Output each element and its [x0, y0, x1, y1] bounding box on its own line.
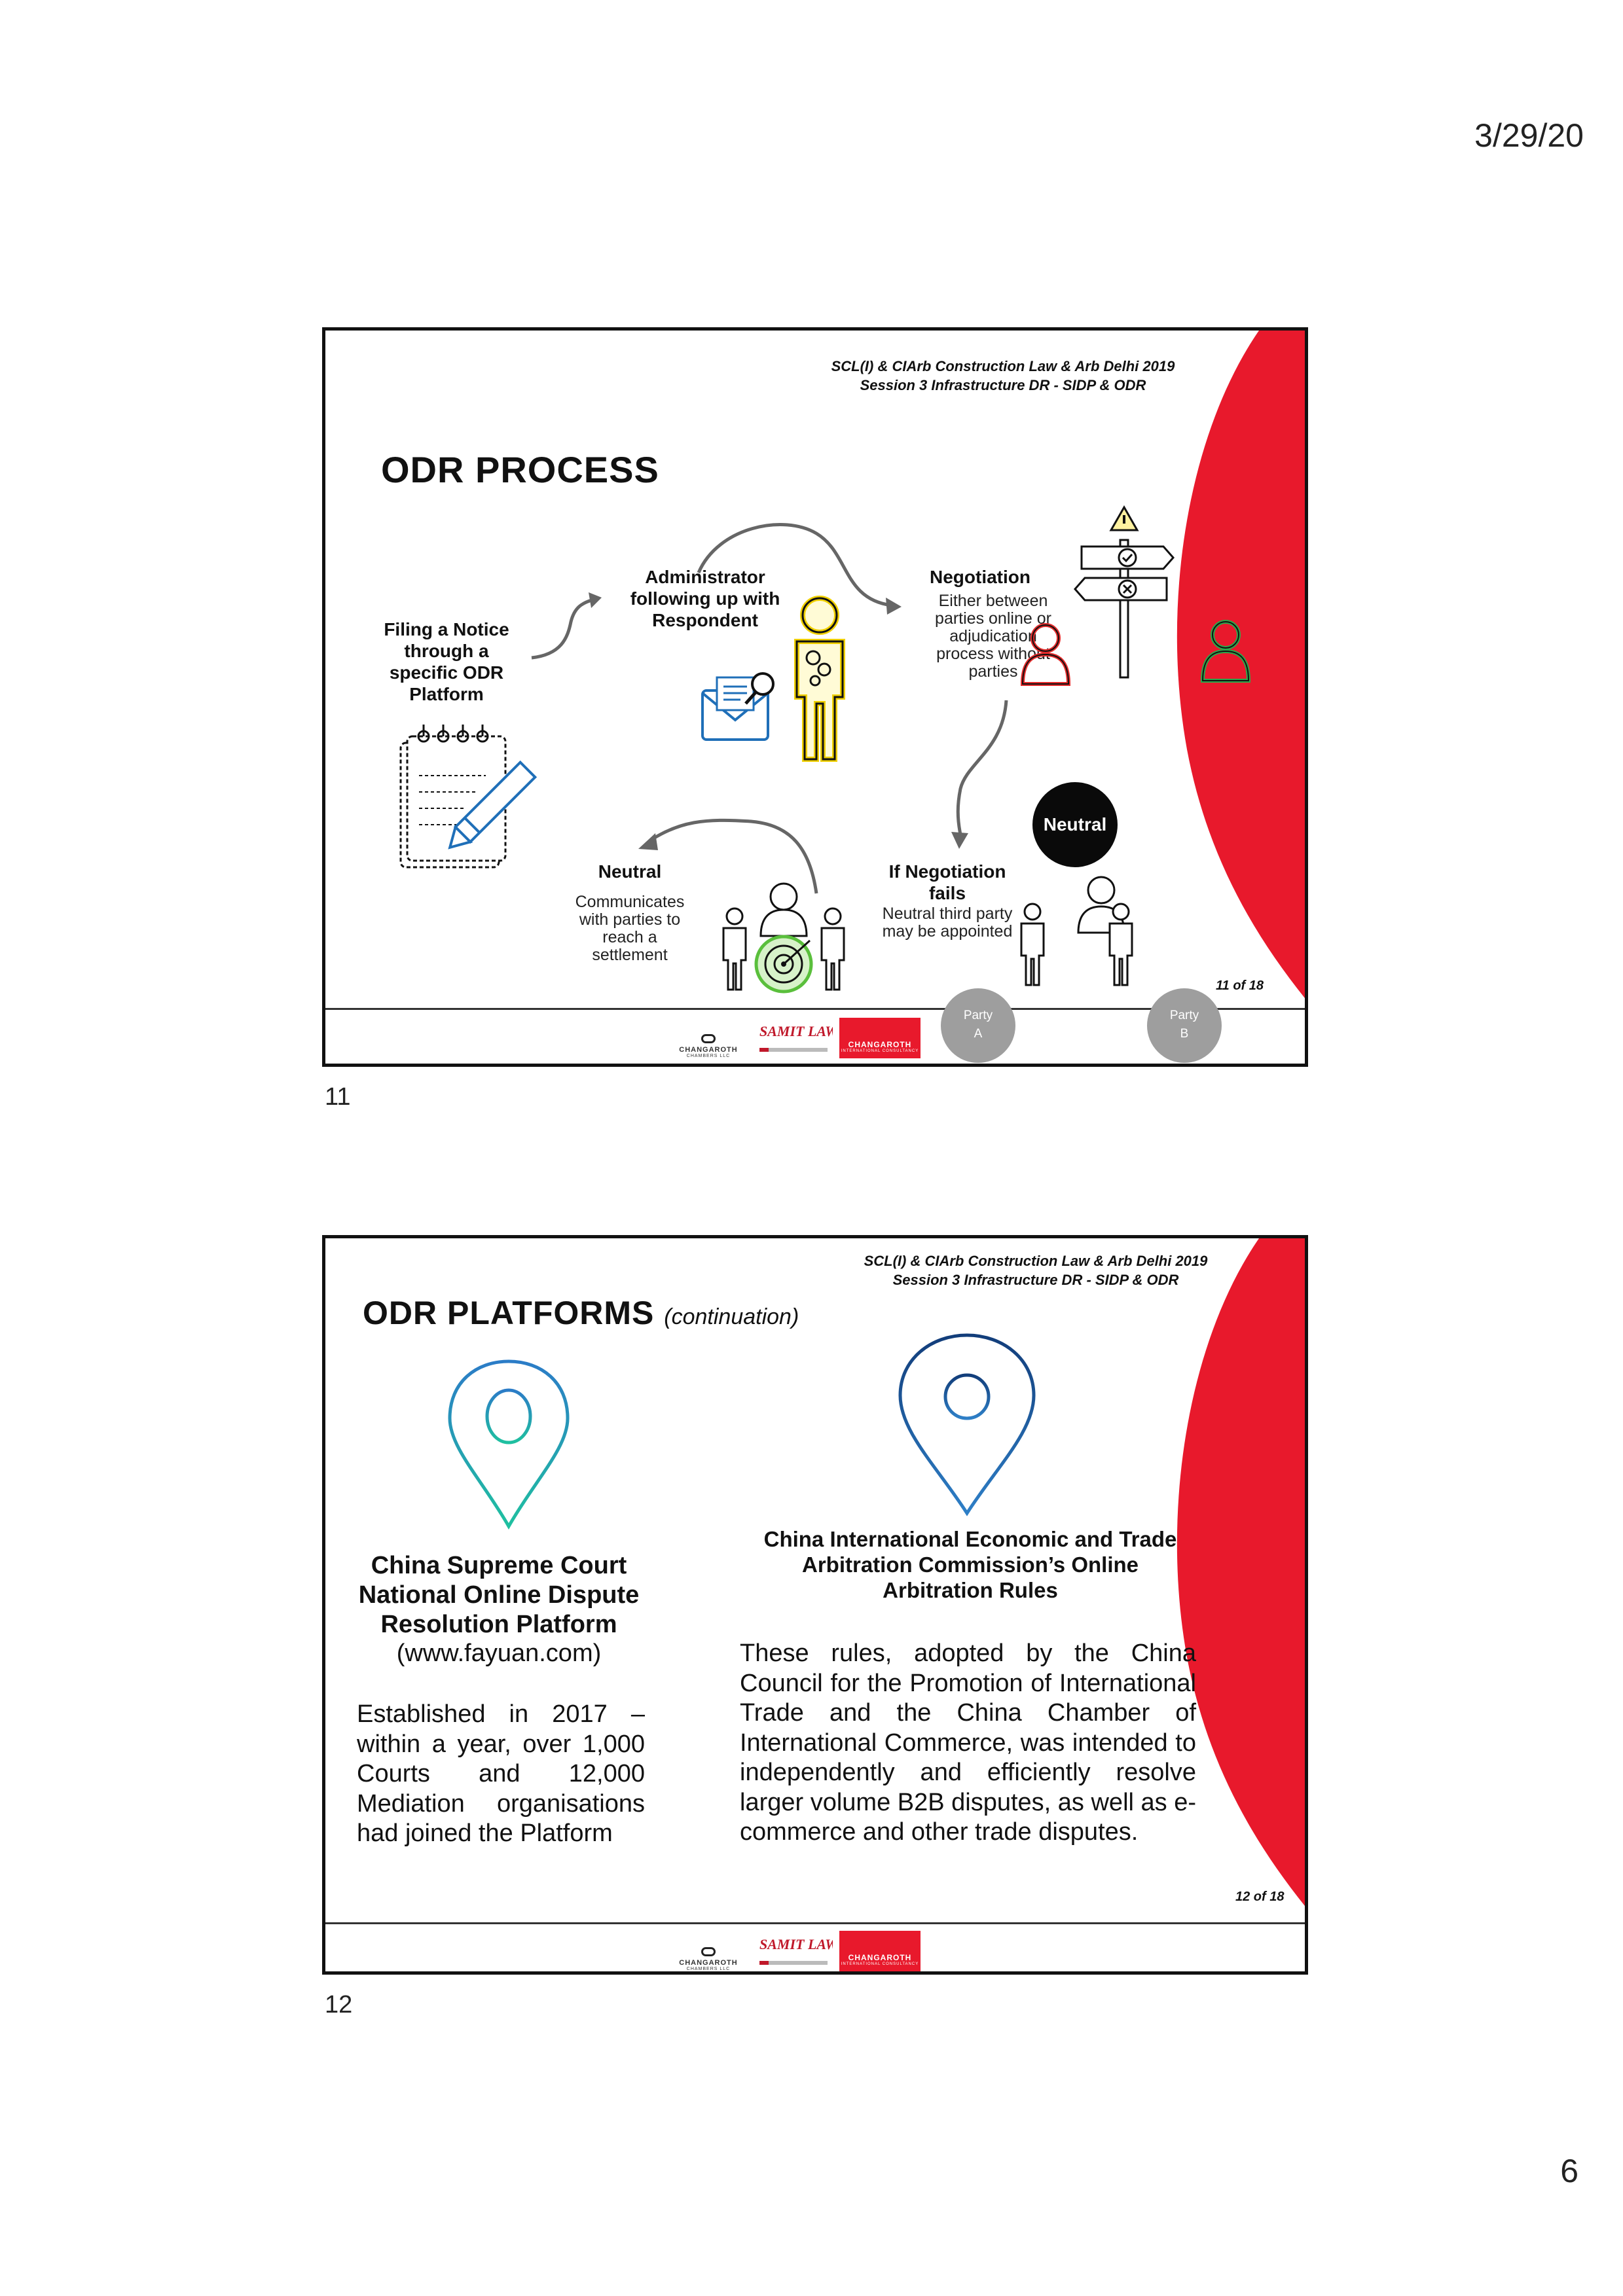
party-a-circle: Party A [941, 988, 1015, 1063]
administrator-person-icon [784, 592, 856, 762]
right-platform-body: These rules, adopted by the China Council for the Promotion of International Trade and the China Chamber of International Commerce, was intended to independently and efficiently resolve larger volume B2B disputes, as well as e-commerce and other trade disputes. [740, 1640, 1196, 1846]
slide-title: ODR PLATFORMS (continuation) [363, 1295, 799, 1331]
conference-header: SCL(I) & CIArb Construction Law & Arb Delhi 2019 Session 3 Infrastructure DR - SIDP & ODR [831, 358, 1175, 393]
slide-count: 12 of 18 [1235, 1890, 1285, 1904]
footer-divider [325, 1922, 1305, 1924]
step-administrator-title: Administrator following up with Respondent [630, 567, 780, 630]
step-if-fails-title: If Negotiation fails [888, 861, 1006, 903]
left-platform-title: China Supreme Court National Online Dispute Resolution Platform [358, 1552, 640, 1638]
step-if-fails-desc: Neutral third party may be appointed [882, 905, 1013, 941]
changaroth-chambers-logo: CHANGAROTH CHAMBERS LLC [669, 1019, 748, 1058]
page-date: 3/29/20 [1474, 117, 1584, 154]
conference-header: SCL(I) & CIArb Construction Law & Arb Delhi 2019 Session 3 Infrastructure DR - SIDP & ODR [864, 1253, 1208, 1288]
right-platform-title: China International Economic and Trade Arbitration Commission’s Online Arbitration Rules [763, 1527, 1177, 1602]
neutral-and-parties-icon [1016, 874, 1186, 992]
step-negotiation-title: Negotiation [930, 567, 1030, 587]
samit-law-logo [754, 1019, 833, 1058]
slide-count: 11 of 18 [1216, 978, 1264, 993]
changaroth-consultancy-logo: CHANGAROTH INTERNATIONAL CONSULTANCY [839, 1931, 921, 1971]
changaroth-chambers-logo: CHANGAROTH CHAMBERS LLC [669, 1932, 748, 1971]
step-neutral-desc: Communicates with parties to reach a settlement [575, 893, 685, 964]
svg-text:SAMIT LAW: SAMIT LAW [759, 1023, 833, 1039]
svg-text:SAMIT LAW: SAMIT LAW [759, 1936, 833, 1952]
step-negotiation-desc: Either between parties online or adjudication process without parties [935, 592, 1051, 681]
envelope-search-icon [697, 671, 782, 749]
footer-logos [669, 1018, 921, 1058]
arrow-1 [528, 592, 607, 664]
changaroth-consultancy-logo: CHANGAROTH INTERNATIONAL CONSULTANCY [839, 1018, 921, 1058]
arrow-3 [928, 697, 1026, 854]
footer-logos [669, 1931, 921, 1971]
party-b-circle: Party B [1147, 988, 1222, 1063]
page-number: 6 [1560, 2153, 1578, 2189]
step-filing-title: Filing a Notice through a specific ODR Platform [384, 619, 509, 704]
slide-odr-platforms [322, 1235, 1308, 1975]
slide-odr-process [322, 327, 1308, 1067]
left-platform-body: Established in 2017 – within a year, over 1,000 Courts and 12,000 Mediation organisations had joined the Platform [357, 1700, 645, 1847]
slide-number-label: 12 [325, 1991, 353, 2018]
target-mediation-icon [718, 880, 849, 995]
neutral-badge: Neutral [1032, 782, 1118, 867]
slide-number-label: 11 [325, 1083, 351, 1111]
notepad-icon [394, 723, 535, 874]
location-pin-icon [895, 1330, 1039, 1520]
step-neutral-title: Neutral [598, 861, 662, 882]
samit-law-logo [754, 1932, 833, 1971]
slide-title-sub: (continuation) [664, 1304, 799, 1329]
signpost-parties-icon [1065, 501, 1268, 684]
slide-title: ODR PROCESS [381, 449, 659, 490]
left-platform-url: (www.fayuan.com) [396, 1640, 602, 1667]
location-pin-icon [443, 1356, 574, 1533]
